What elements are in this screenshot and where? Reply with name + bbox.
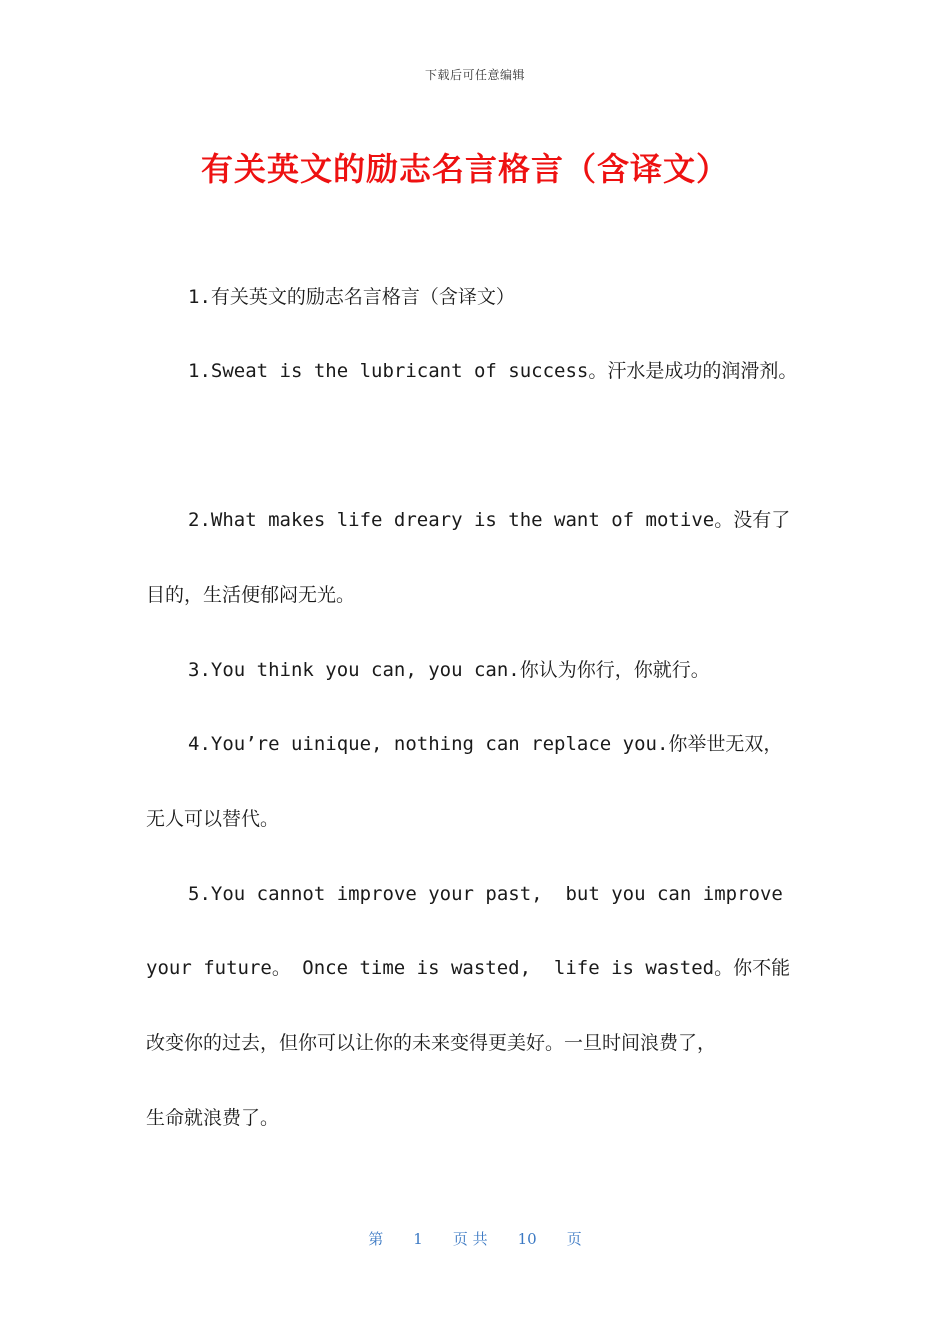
document-title: 有关英文的励志名言格言（含译文） bbox=[200, 150, 729, 188]
body-line: 2.What makes life dreary is the want of motive。没有了 bbox=[188, 509, 791, 531]
footer-current-page: 1 bbox=[413, 1230, 423, 1248]
header-note: 下载后可任意编辑 bbox=[424, 68, 525, 82]
body-line: 5.You cannot improve your past, but you can improve bbox=[188, 883, 783, 905]
footer-total-pages: 10 bbox=[517, 1230, 537, 1248]
body-line: your future。 Once time is wasted, life is wasted。你不能 bbox=[146, 957, 791, 979]
body-line: 生命就浪费了。 bbox=[146, 1107, 280, 1129]
page-footer bbox=[0, 1228, 950, 1249]
footer-label-pages: 页 bbox=[566, 1230, 582, 1248]
body-line: 1.Sweat is the lubricant of success。汗水是成功的润滑剂。 bbox=[188, 360, 798, 382]
body-line: 1.有关英文的励志名言格言（含译文） bbox=[188, 286, 515, 308]
footer-label-of: 页 共 bbox=[452, 1230, 488, 1248]
body-line: 4.You’re uinique, nothing can replace you.你举世无双， bbox=[188, 733, 783, 755]
footer-label-page: 第 bbox=[368, 1230, 384, 1248]
body-line: 3.You think you can, you can.你认为你行，你就行。 bbox=[188, 659, 710, 681]
body-line: 目的，生活便郁闷无光。 bbox=[146, 584, 356, 606]
body-line: 无人可以替代。 bbox=[146, 808, 280, 830]
body-line: 改变你的过去，但你可以让你的未来变得更美好。一旦时间浪费了， bbox=[146, 1032, 717, 1054]
